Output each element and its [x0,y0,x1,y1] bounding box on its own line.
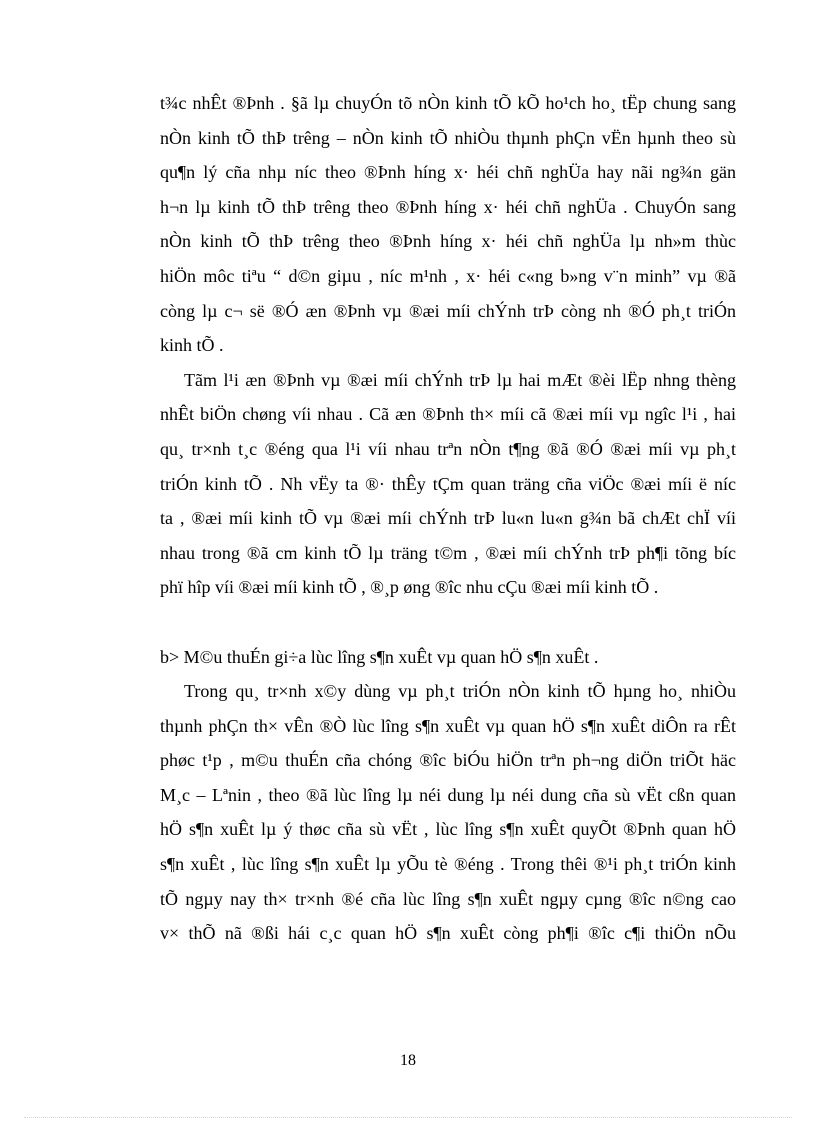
text-line: kinh tÕ . [160,335,224,356]
text-line: nhÊt biÖn chøng víi nhau . Cã æn ®Þnh th× míi cã ®æi míi vµ ngîc l¹i , hai [160,404,736,425]
paragraph [160,363,736,605]
page-number: 18 [400,1052,416,1069]
text-line: s¶n xuÊt , lùc lîng s¶n xuÊt lµ yÕu tè ®éng . Trong thêi ®¹i ph¸t triÓn kinh [160,854,736,875]
text-line: thµnh phÇn th× vÊn ®Ò lùc lîng s¶n xuÊt vµ quan hÖ s¶n xuÊt diÔn ra rÊt [160,715,736,736]
text-line: b> M©u thuÉn gi÷a lùc lîng s¶n xuÊt vµ quan hÖ s¶n xuÊt . [160,646,599,667]
text-line: Tãm l¹i æn ®Þnh vµ ®æi míi chÝnh trÞ lµ hai mÆt ®èi lËp nhng thèng [184,369,736,390]
text-line: v× thÕ nã ®ßi hái c¸c quan hÖ s¶n xuÊt còng ph¶i ®îc c¶i thiÖn nÕu [160,923,736,944]
paragraph [160,674,736,951]
text-line: còng lµ c¬ së ®Ó æn ®Þnh vµ ®æi míi chÝnh trÞ còng nh ®Ó ph¸t triÓn [160,300,736,321]
text-line: tÕ ngµy nay th× tr×nh ®é cña lùc lîng s¶n xuÊt ngµy cµng ®îc n©ng cao [160,888,736,909]
text-line: ta , ®æi míi kinh tÕ vµ ®æi míi chÝnh trÞ lu«n lu«n g¾n bã chÆt chÏ víi [160,508,736,529]
text-line: phøc t¹p , m©u thuÉn cña chóng ®îc biÓu hiÖn trªn ph¬ng diÖn triÕt häc [160,750,736,771]
text-line: M¸c – Lªnin , theo ®ã lùc lîng lµ néi dung lµ néi dung cña sù vËt cßn quan [160,784,736,805]
text-line: phï hîp víi ®æi míi kinh tÕ , ®¸p øng ®îc nhu cÇu ®æi míi kinh tÕ . [160,577,659,598]
text-line: Trong qu¸ tr×nh x©y dùng vµ ph¸t triÓn nÒn kinh tÕ hµng ho¸ nhiÒu [184,681,736,702]
text-line: hÖ s¶n xuÊt lµ ý thøc cña sù vËt , lùc lîng s¶n xuÊt quyÕt ®Þnh quan hÖ [160,819,736,840]
text-line: nÒn kinh tÕ thÞ trêng theo ®Þnh híng x· héi chñ nghÜa lµ nh»m thùc [160,231,736,252]
text-line: hiÖn môc tiªu “ d©n giµu , níc m¹nh , x· héi c«ng b»ng v¨n minh” vµ ®ã [160,265,736,286]
body-text [160,86,736,951]
text-line: nhau trong ®ã cm kinh tÕ lµ träng t©m , ®æi míi chÝnh trÞ ph¶i tõng bíc [160,542,736,563]
text-line: t¾c nhÊt ®Þnh . §ã lµ chuyÓn tõ nÒn kinh tÕ kÕ ho¹ch ho¸ tËp chung sang [160,93,736,113]
text-line: h¬n lµ kinh tÕ thÞ trêng theo ®Þnh híng x· héi chñ nghÜa . ChuyÓn sang [160,196,736,217]
text-line: nÒn kinh tÕ thÞ trêng – nÒn kinh tÕ nhiÒu thµnh phÇn vËn hµnh theo sù [160,127,736,148]
text-line: qu¸ tr×nh t¸c ®éng qua l¹i víi nhau trªn nÒn t¶ng ®ã ®Ó ®æi míi vµ ph¸t [160,438,736,459]
text-line: qu¶n lý cña nhµ níc theo ®Þnh híng x· héi chñ nghÜa hay nãi ng¾n gän [160,162,736,183]
paragraph [160,86,736,363]
page-edge-divider [24,1117,792,1118]
section-heading [160,640,736,675]
paragraph-gap [160,605,736,640]
text-line: triÓn kinh tÕ . Nh vËy ta ®· thÊy tÇm quan träng cña viÖc ®æi míi ë níc [160,473,736,494]
